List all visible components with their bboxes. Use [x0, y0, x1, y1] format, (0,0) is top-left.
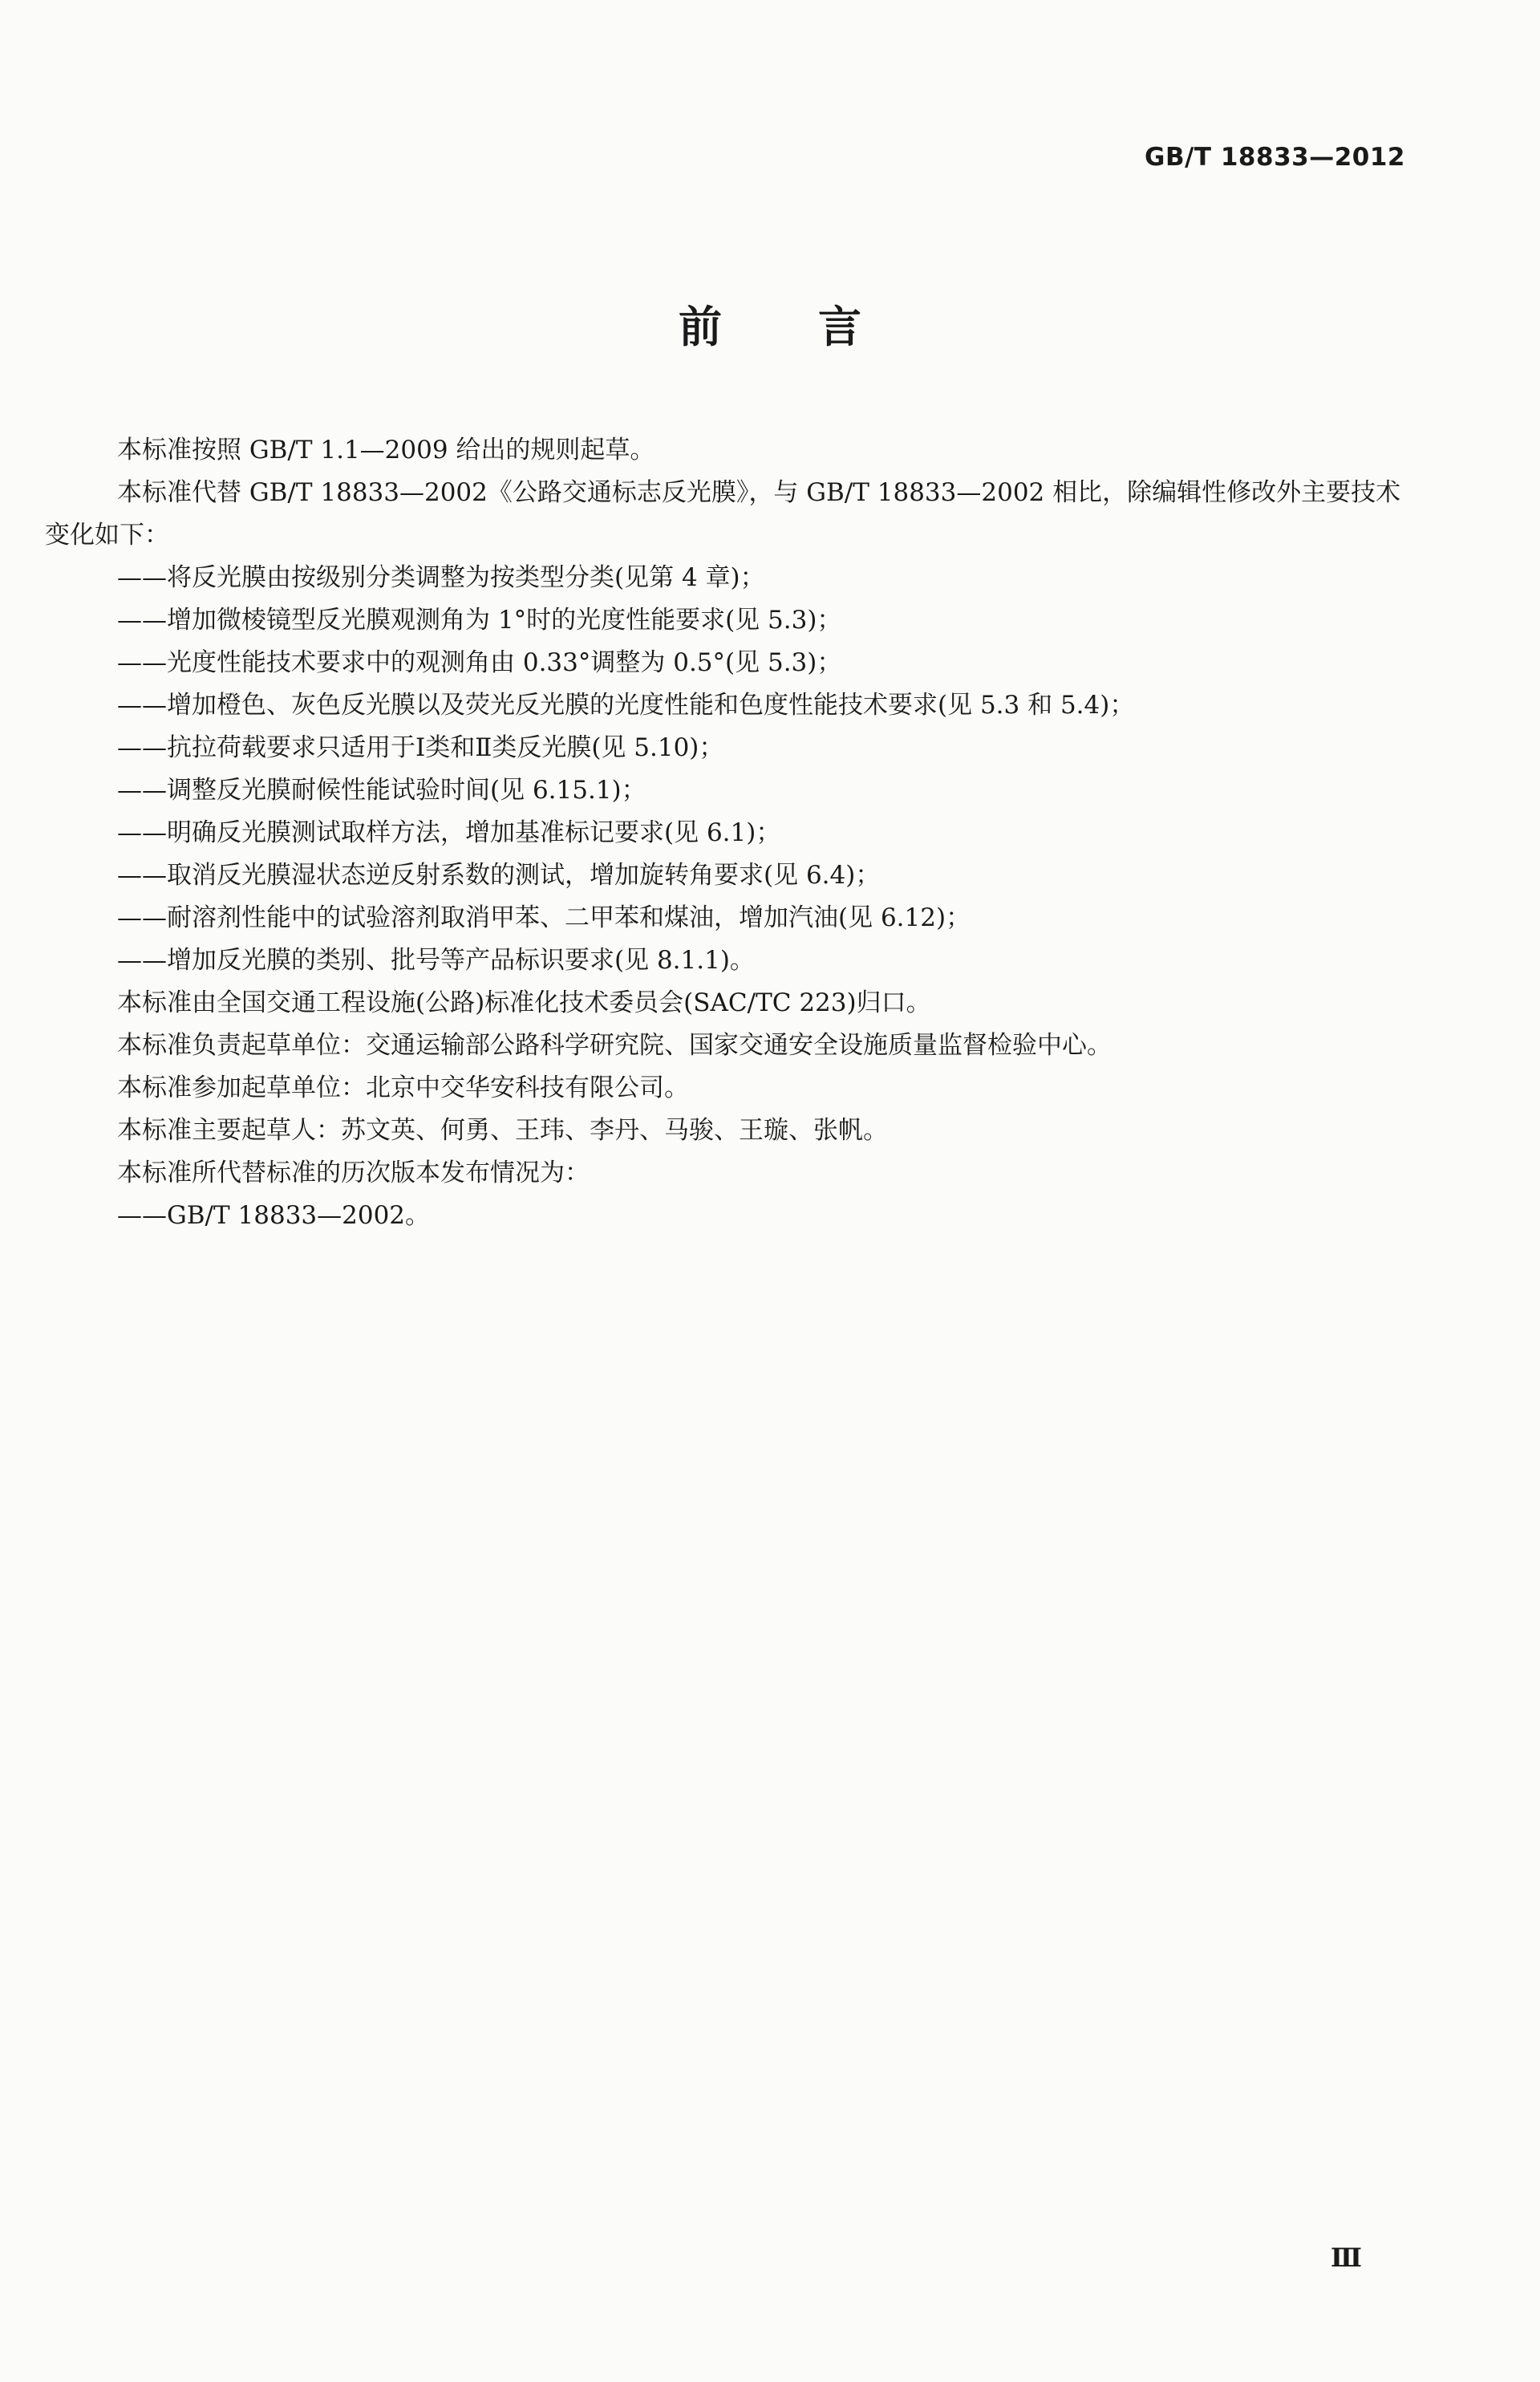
paragraph-drafting-rules: 本标准按照 GB/T 1.1—2009 给出的规则起草。: [117, 436, 655, 465]
page-title: [0, 293, 1540, 355]
paragraph-committee: 本标准由全国交通工程设施(公路)标准化技术委员会(SAC/TC 223)归口。: [117, 988, 931, 1017]
version-history-item: ——GB/T 18833—2002。: [117, 1201, 431, 1230]
change-item: ——取消反光膜湿状态逆反射系数的测试，增加旋转角要求(见 6.4)；: [117, 861, 881, 890]
change-item: ——抗拉荷载要求只适用于Ⅰ类和Ⅱ类反光膜(见 5.10)；: [117, 733, 724, 762]
paragraph-participating-units: 本标准参加起草单位：北京中交华安科技有限公司。: [117, 1073, 689, 1102]
change-item: ——增加反光膜的类别、批号等产品标识要求(见 8.1.1)。: [117, 946, 755, 975]
change-item: ——光度性能技术要求中的观测角由 0.33°调整为 0.5°(见 5.3)；: [117, 648, 842, 677]
change-item: ——增加橙色、灰色反光膜以及荧光反光膜的光度性能和色度性能技术要求(见 5.3 和 5.4)；: [117, 691, 1135, 720]
standard-code: GB/T 18833—2012: [1145, 143, 1405, 172]
paragraph-responsible-units: 本标准负责起草单位：交通运输部公路科学研究院、国家交通安全设施质量监督检验中心。: [117, 1031, 1112, 1060]
change-item: ——明确反光膜测试取样方法，增加基准标记要求(见 6.1)；: [117, 818, 781, 847]
change-item: ——耐溶剂性能中的试验溶剂取消甲苯、二甲苯和煤油，增加汽油(见 6.12)；: [117, 903, 971, 932]
title-char-2: 言: [818, 302, 861, 352]
page-number: Ⅲ: [1331, 2242, 1362, 2273]
paragraph-replacement: 本标准代替 GB/T 18833—2002《公路交通标志反光膜》，与 GB/T 18833—2002 相比，除编辑性修改外主要技术变化如下：: [45, 478, 1401, 550]
foreword-body: [45, 429, 1416, 1237]
title-char-1: 前: [679, 302, 722, 352]
change-item: ——将反光膜由按级别分类调整为按类型分类(见第 4 章)；: [117, 563, 765, 592]
paragraph-version-history: 本标准所代替标准的历次版本发布情况为：: [117, 1159, 590, 1187]
change-item: ——增加微棱镜型反光膜观测角为 1°时的光度性能要求(见 5.3)；: [117, 606, 842, 635]
paragraph-drafters: 本标准主要起草人：苏文英、何勇、王玮、李丹、马骏、王璇、张帆。: [117, 1116, 888, 1145]
change-item: ——调整反光膜耐候性能试验时间(见 6.15.1)；: [117, 776, 646, 805]
